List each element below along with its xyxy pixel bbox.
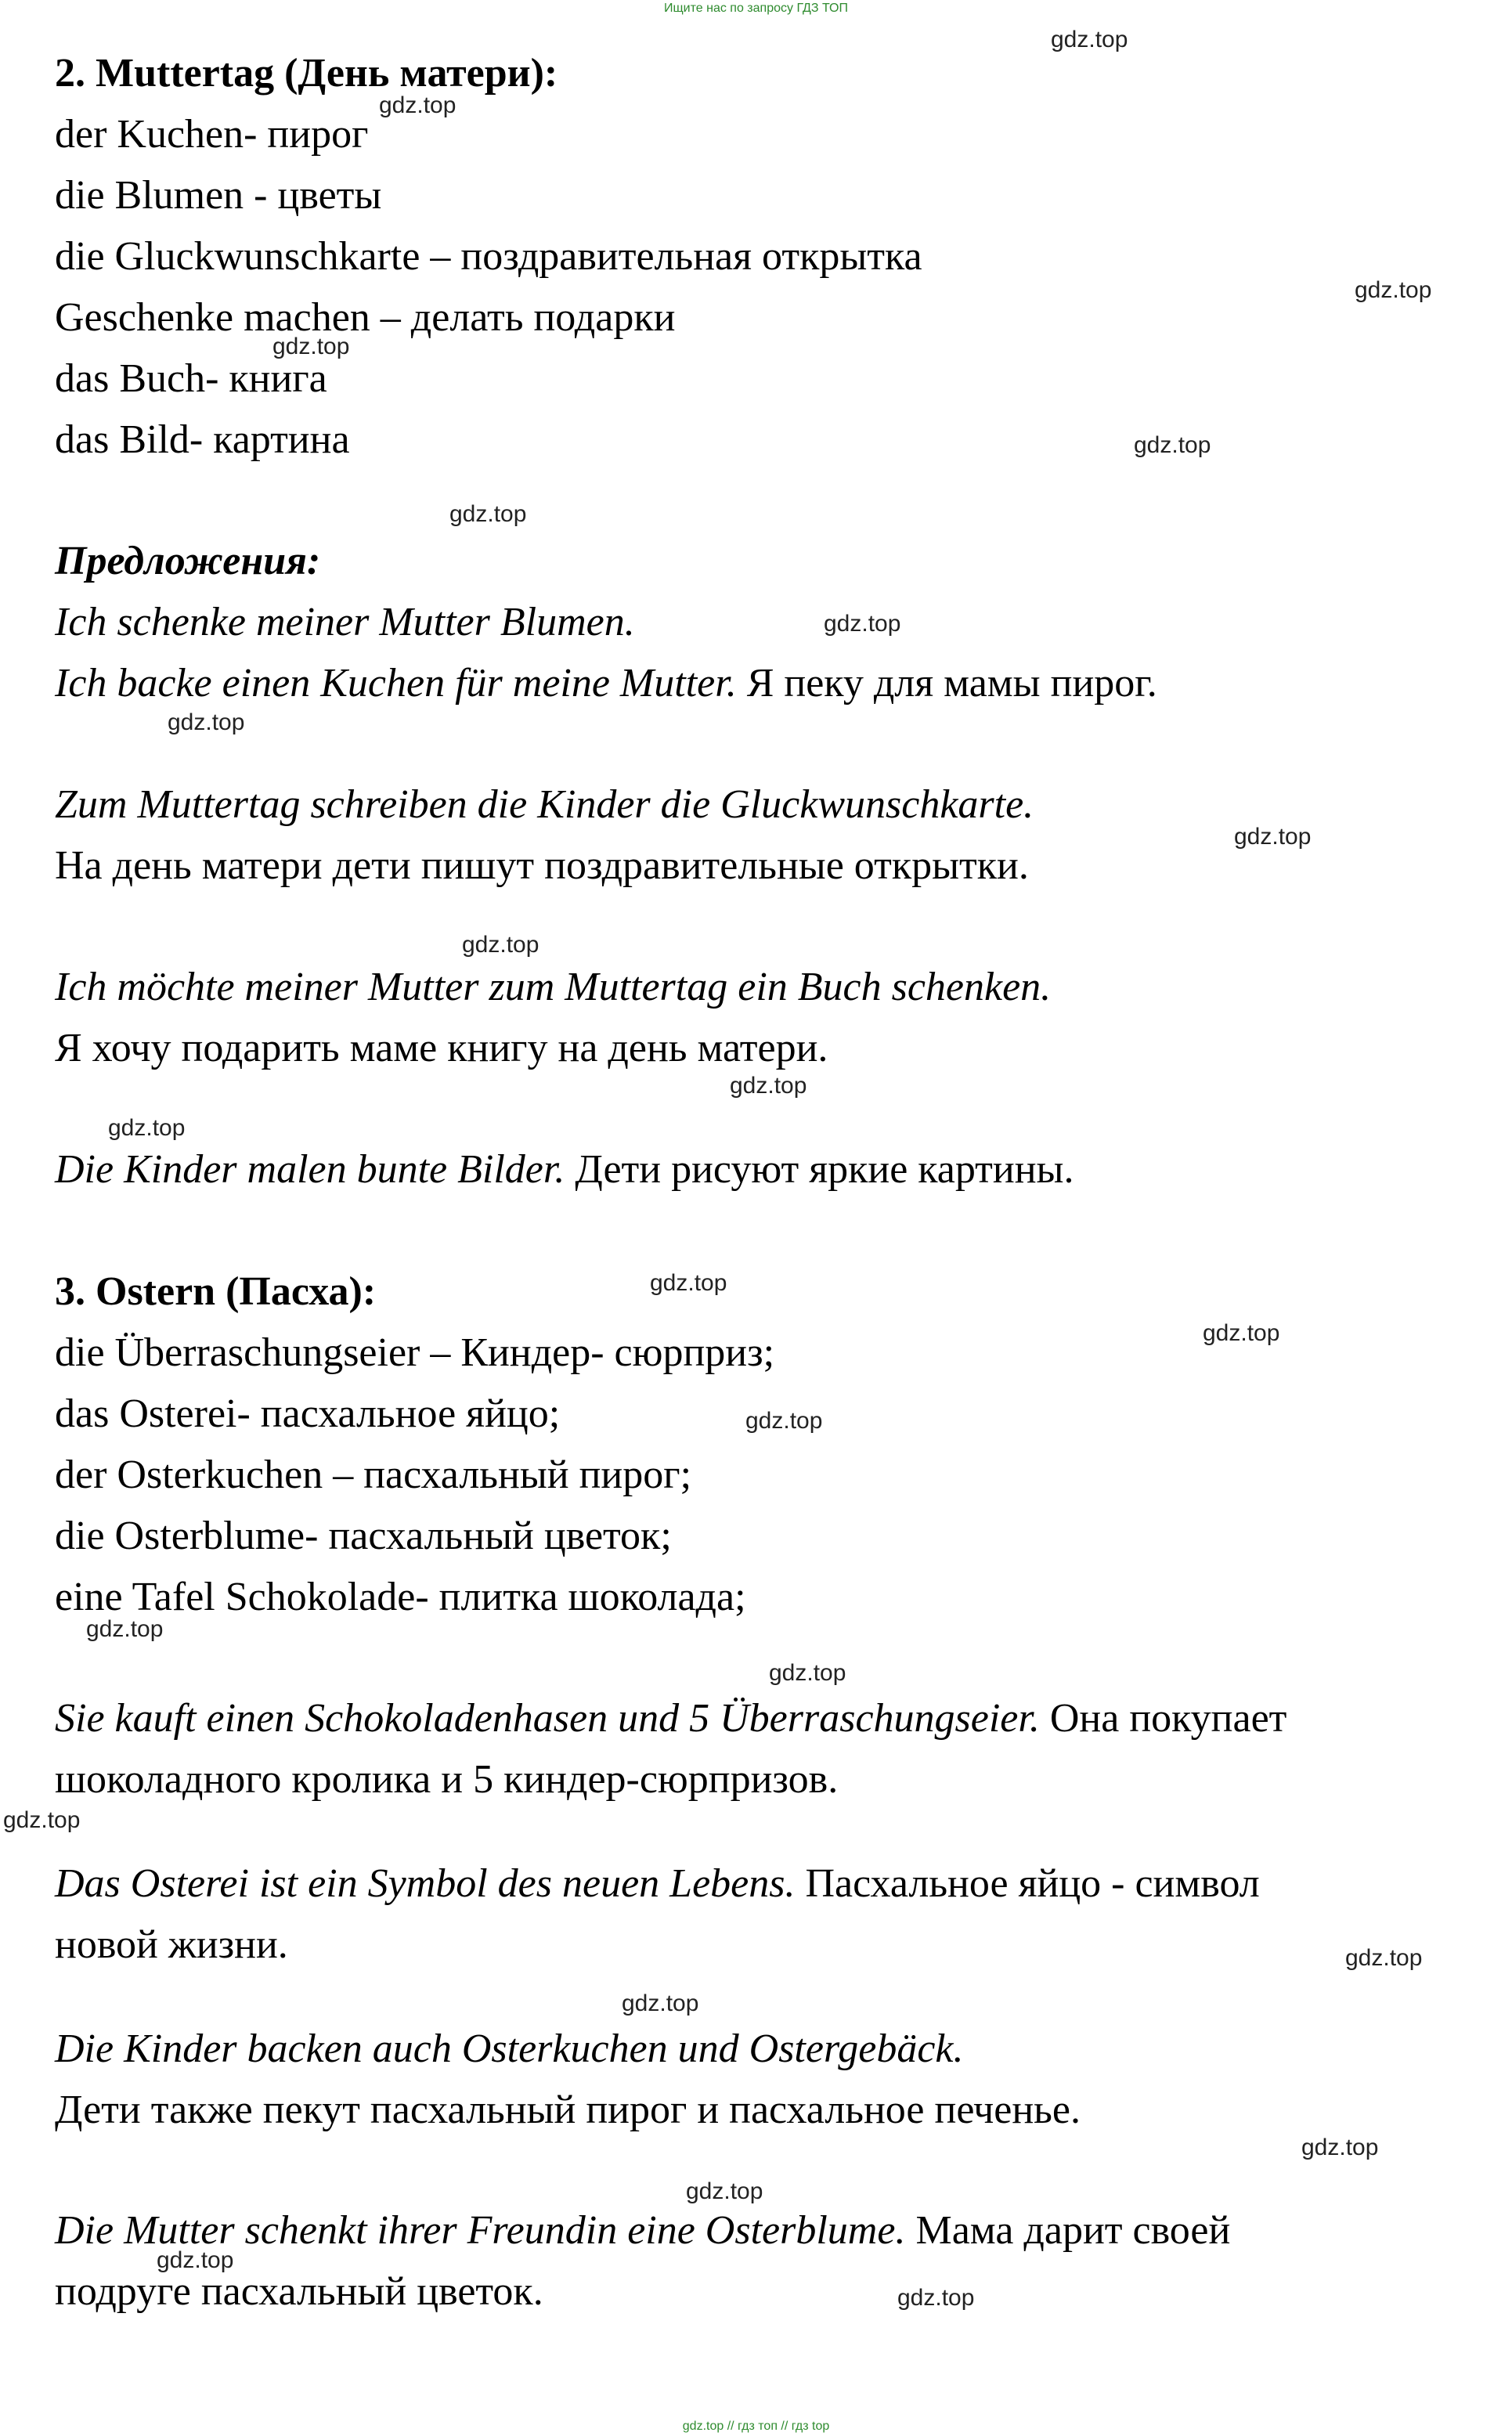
sentence-ru: Я пеку для мамы пирог. [736,661,1157,706]
sentence-ru: Она покупает [1039,1696,1287,1741]
watermark: gdz.top [1234,824,1312,850]
watermark: gdz.top [462,932,539,958]
sentence-de: Die Kinder malen bunte Bilder. [55,1147,565,1192]
sentence-de: Ich möchte meiner Mutter zum Muttertag ein Buch schenken. [55,965,1052,1009]
watermark: gdz.top [86,1616,164,1642]
sentence-ru: Дети рисуют яркие картины. [565,1147,1074,1192]
watermark: gdz.top [108,1115,186,1141]
sentence-row [55,1860,1260,1907]
vocab-item: eine Tafel Schokolade- плитка шоколада; [55,1575,746,1619]
watermark: gdz.top [622,1990,699,2016]
watermark: gdz.top [650,1270,727,1296]
sentences-heading: Предложения: [55,539,321,583]
watermark: gdz.top [449,501,527,527]
watermark: gdz.top [157,2247,234,2273]
vocab-item: das Bild- картина [55,417,350,462]
sentence-row [55,1695,1286,1742]
sentence-row [55,1146,1074,1193]
watermark: gdz.top [1345,1945,1423,1971]
watermark: gdz.top [824,611,901,637]
sentence-de: Zum Muttertag schreiben die Kinder die Gluckwunschkarte. [55,782,1034,827]
sentence-de: Ich backe einen Kuchen für meine Mutter. [55,661,737,706]
sentence-de: Sie kauft einen Schokoladenhasen und 5 Überraschungseier. [55,1696,1040,1741]
watermark: gdz.top [686,2178,763,2204]
watermark: gdz.top [3,1807,81,1833]
top-banner: Ищите нас по запросу ГДЗ ТОП [664,2,848,15]
sentence-de: Die Kinder backen auch Osterkuchen und Ostergebäck. [55,2026,964,2071]
watermark: gdz.top [1301,2135,1379,2160]
sentence-ru: шоколадного кролика и 5 киндер-сюрпризов. [55,1757,839,1802]
watermark: gdz.top [168,709,245,735]
bottom-banner: gdz.top // гдз топ // гдз top [682,2420,830,2433]
sentence-row [55,660,1157,707]
sentence-ru: подруге пасхальный цветок. [55,2269,543,2314]
vocab-item: das Osterei- пасхальное яйцо; [55,1391,561,1436]
sentence-ru: Мама дарит своей [905,2208,1231,2253]
sentence-ru: Пасхальное яйцо - символ [795,1861,1260,1906]
sentence-ru: новой жизни. [55,1922,288,1967]
section2-title: 2. Muttertag (День матери): [55,51,558,96]
watermark: gdz.top [745,1408,823,1434]
sentence-ru: Дети также пекут пасхальный пирог и пасхальное печенье. [55,2088,1081,2132]
watermark: gdz.top [379,92,456,118]
vocab-item: die Blumen - цветы [55,173,382,218]
vocab-item: Geschenke machen – делать подарки [55,295,676,340]
watermark: gdz.top [730,1073,807,1099]
vocab-item: die Überraschungseier – Киндер- сюрприз; [55,1330,775,1375]
sentence-ru: Я хочу подарить маме книгу на день матери. [55,1026,828,1070]
section3-title: 3. Ostern (Пасха): [55,1269,377,1314]
watermark: gdz.top [1203,1320,1280,1346]
watermark: gdz.top [1051,27,1128,52]
vocab-item: die Osterblume- пасхальный цветок; [55,1514,672,1558]
vocab-item: der Osterkuchen – пасхальный пирог; [55,1453,692,1497]
vocab-item: die Gluckwunschkarte – поздравительная открытка [55,234,922,279]
vocab-item: der Kuchen- пирог [55,112,369,157]
watermark: gdz.top [897,2285,975,2311]
sentence-ru: На день матери дети пишут поздравительные открытки. [55,843,1029,888]
watermark: gdz.top [1355,277,1432,303]
watermark: gdz.top [769,1660,846,1686]
vocab-item: das Buch- книга [55,356,327,401]
sentence-de: Ich schenke meiner Mutter Blumen. [55,600,635,644]
watermark: gdz.top [272,334,350,359]
sentence-de: Das Osterei ist ein Symbol des neuen Lebens. [55,1861,796,1906]
watermark: gdz.top [1134,432,1211,458]
sentence-de: Die Mutter schenkt ihrer Freundin eine Osterblume. [55,2208,906,2253]
